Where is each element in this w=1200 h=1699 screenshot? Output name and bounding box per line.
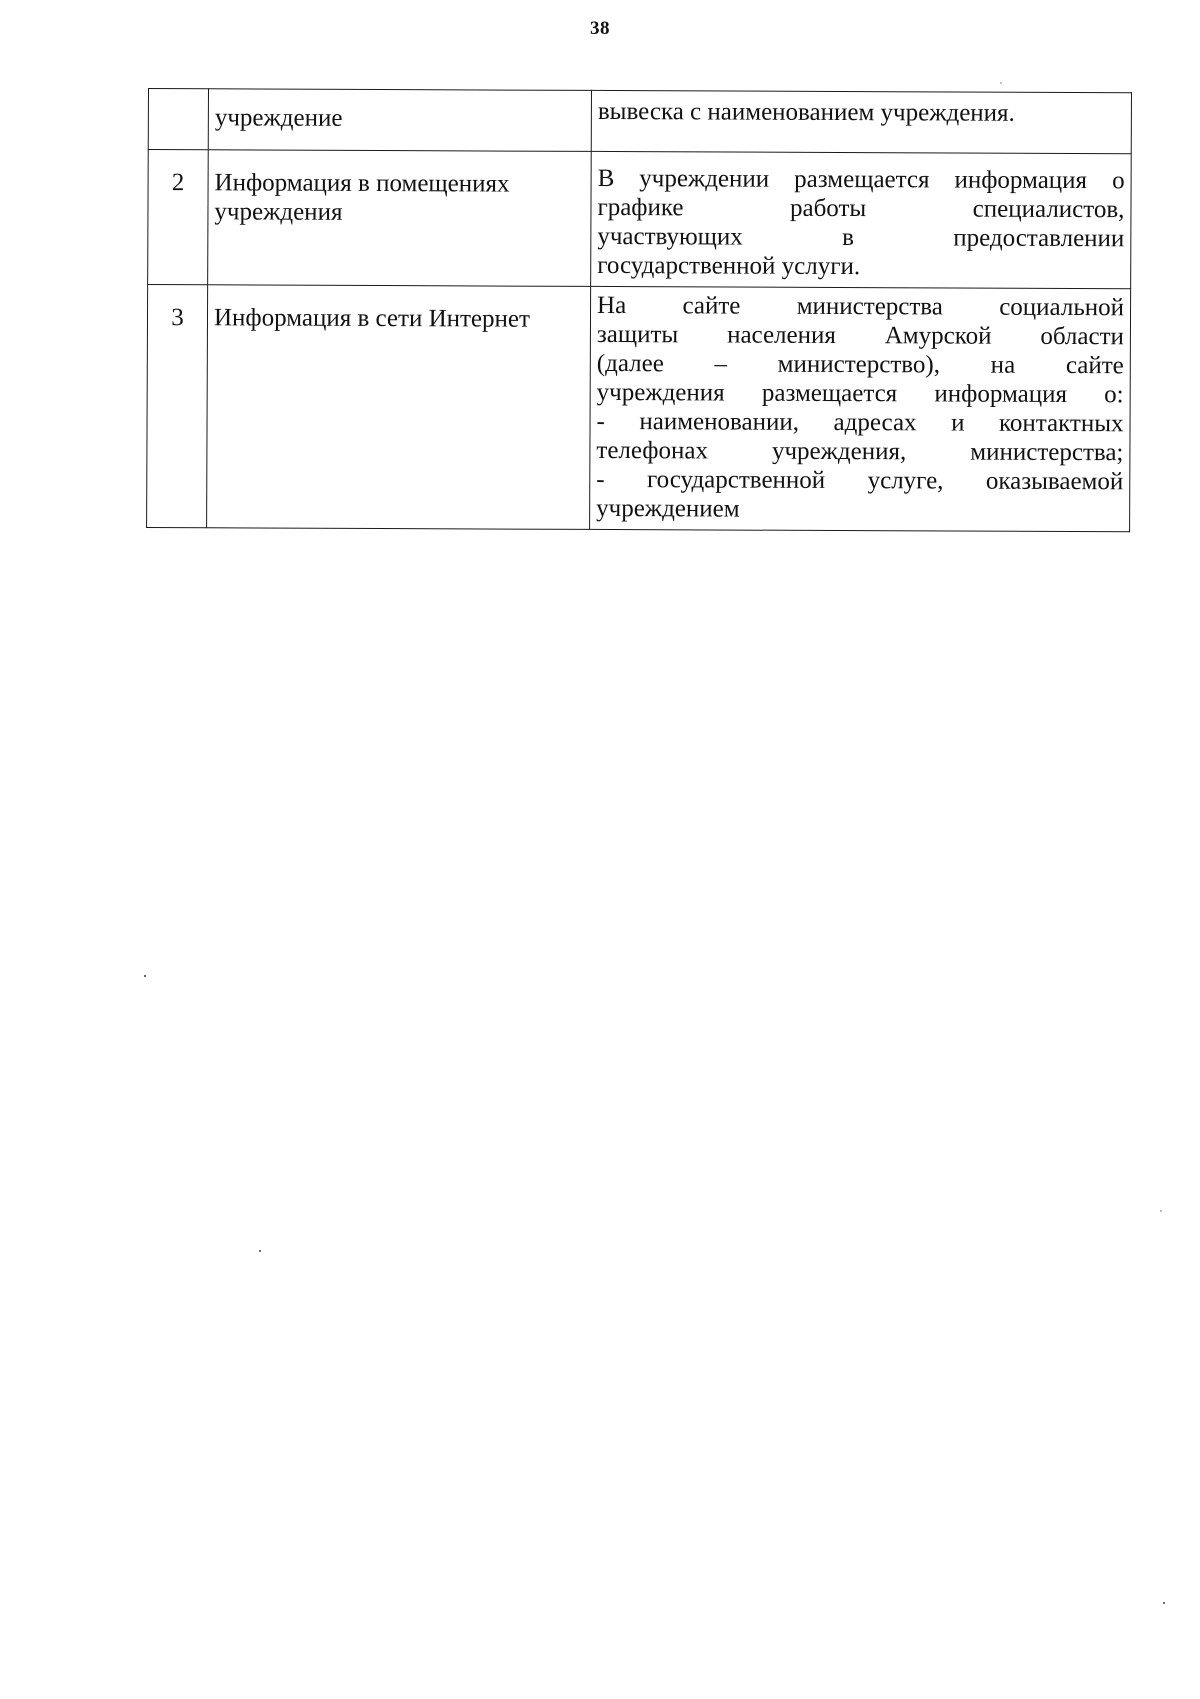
description-line: государственной услуги. <box>597 251 861 281</box>
row-name: учреждение <box>208 89 591 152</box>
table-row <box>148 150 1132 289</box>
description-line: В учреждении размещается информация о <box>597 164 1125 195</box>
description-line: телефонах учреждения, министерства; <box>596 436 1124 467</box>
description-line: - наименовании, адресах и контактных <box>596 407 1124 438</box>
row-name: Информация в сети Интернет <box>207 285 591 530</box>
description-line: учреждением <box>596 494 740 523</box>
scan-speck <box>1163 1602 1165 1604</box>
description-line: вывеска с наименованием учреждения. <box>597 97 1015 127</box>
description-line: На сайте министерства социальной <box>596 291 1125 322</box>
table-row <box>147 285 1131 532</box>
description-line: учреждения размещается информация о: <box>596 378 1124 409</box>
scan-speck <box>259 1250 261 1252</box>
description-line: защиты населения Амурской области <box>596 320 1124 351</box>
row-description <box>591 90 1131 153</box>
row-number: 3 <box>147 285 208 528</box>
row-number: 2 <box>148 150 209 285</box>
row-number <box>148 89 208 150</box>
page-number: 38 <box>590 18 610 39</box>
row-name: Информация в помещениях учреждения <box>208 150 592 287</box>
row-description <box>590 286 1131 531</box>
info-table <box>146 88 1132 532</box>
table-row <box>148 89 1131 154</box>
scan-speck <box>1160 1210 1162 1212</box>
scan-speck <box>1000 82 1002 84</box>
description-line: (далее – министерство), на сайте <box>596 349 1124 380</box>
description-line: участвующих в предоставлении <box>597 222 1125 253</box>
scan-speck <box>144 975 146 977</box>
row-description <box>591 151 1132 288</box>
description-line: - государственной услуге, оказываемой <box>596 465 1124 496</box>
description-line: графике работы специалистов, <box>597 193 1125 224</box>
